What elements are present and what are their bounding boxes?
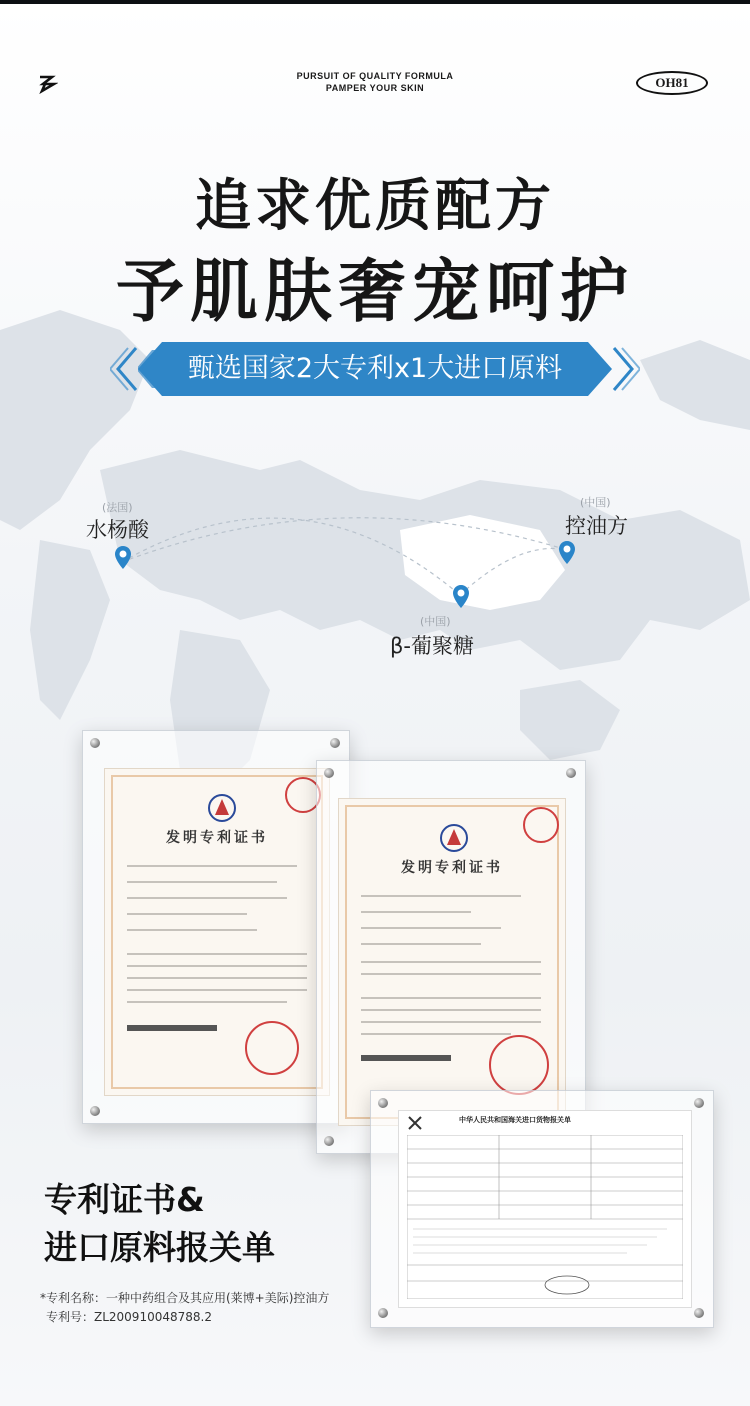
cert2-title: 发明专利证书 [401, 860, 503, 876]
ribbon-chevrons-right [610, 346, 640, 392]
top-dark-strip [0, 0, 750, 4]
ribbon-text: 甄选国家2大专利x1大进口原料 [187, 353, 563, 384]
screw-icon [324, 1136, 334, 1146]
location-pin-icon [114, 545, 132, 571]
location-pin-icon [558, 540, 576, 566]
hero-title-line2: 予肌肤奢宠呵护 [115, 253, 634, 332]
patent-emblem-icon [205, 793, 239, 823]
tagline-line1: PURSUIT OF QUALITY FORMULA [296, 71, 454, 81]
red-seal-stamp [489, 1035, 549, 1095]
screw-icon [694, 1098, 704, 1108]
patent-emblem-icon [437, 823, 471, 853]
red-seal-stamp [245, 1021, 299, 1075]
hero-title-line1: 追求优质配方 [195, 174, 555, 239]
country-label-china-2: (中国) [420, 615, 451, 628]
bottom-title-line1: 专利证书& [44, 1180, 205, 1219]
screw-icon [378, 1098, 388, 1108]
screw-icon [90, 738, 100, 748]
screw-icon [90, 1106, 100, 1116]
customs-form-title: 中华人民共和国海关进口货物报关单 [459, 1116, 571, 1124]
screw-icon [694, 1308, 704, 1318]
ingredient-label-beta-glucan: β-葡聚糖 [390, 634, 474, 658]
screw-icon [566, 768, 576, 778]
customs-emblem-icon [407, 1115, 423, 1131]
form-grid [407, 1135, 683, 1299]
cert1-title: 发明专利证书 [166, 830, 268, 846]
screw-icon [324, 768, 334, 778]
ingredient-label-salicylic: 水杨酸 [86, 518, 149, 542]
screw-icon [378, 1308, 388, 1318]
country-label-france: (法国) [102, 501, 133, 514]
ribbon-chevrons-left [110, 346, 140, 392]
tagline-line2: PAMPER YOUR SKIN [325, 83, 425, 93]
patent-certificate-2 [338, 798, 566, 1126]
patent-name-note: *专利名称：一种中药组合及其应用(莱博+美际)控油方 [40, 1291, 330, 1305]
patent-number-note: 专利号：ZL200910048788.2 [46, 1310, 212, 1324]
location-pin-icon [452, 584, 470, 610]
patent-certificate-1 [104, 768, 330, 1096]
screw-icon [330, 738, 340, 748]
red-seal-stamp [523, 807, 559, 843]
customs-declaration-form [398, 1110, 692, 1308]
ingredient-label-oil-control: 控油方 [565, 514, 628, 538]
country-label-china-1: (中国) [580, 496, 611, 509]
bottom-title-line2: 进口原料报关单 [44, 1228, 275, 1267]
brand-badge: OH81 [636, 71, 708, 95]
